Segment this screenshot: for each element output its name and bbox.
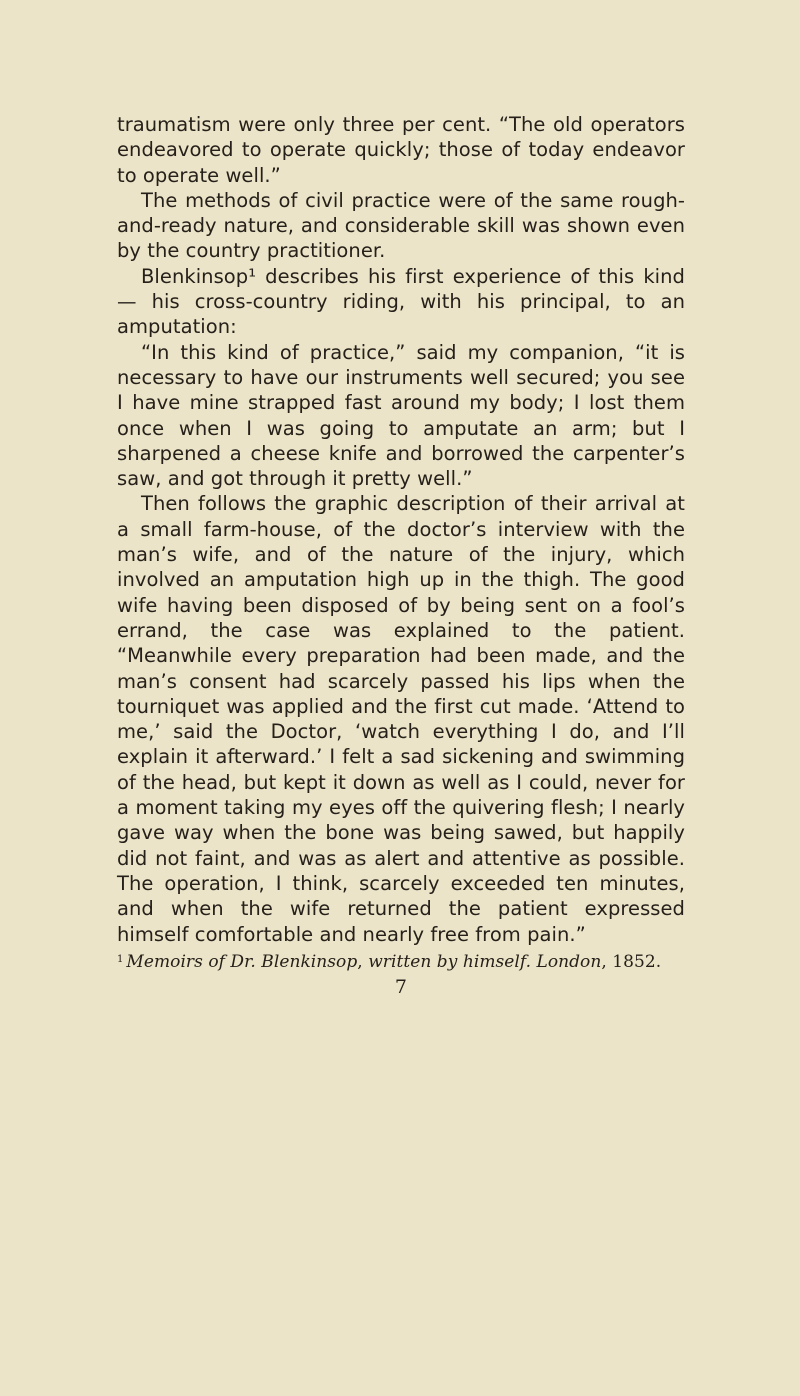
paragraph-5: Then follows the graphic description of their arrival at a small farm-house, of the doctor’s interview with the man’s wife, and of the nature of the injury, which involved an amputation high up in the thigh. The good wife having been disposed of by being sent on a fool’s errand, the case was explained to the patient. “Meanwhile every preparation had been made, and the man’s consent had scarcely passed his lips when the tourniquet was applied and the first cut made. ‘Attend to me,’ said the Doctor, ‘watch everything I do, and I’ll explain it afterward.’ I felt a sad sickening and swimming of the head, but kept it down as well as I could, never for a moment taking my eyes off the quivering flesh; I nearly gave way when the bone was being sawed, but happily did not faint, and was as alert and attentive as possible. The operation, I think, scarcely exceeded ten minutes, and when the wife returned the patient expressed himself comfortable and nearly free from pain.”: [117, 492, 685, 946]
footnote-source: written by himself. London: [368, 951, 602, 972]
paragraph-4-quotation: “In this kind of practice,” said my companion, “it is necessary to have our instruments well secured; you see I have mine strapped fast around my body; I lost them once when I was going to amputate an arm; but I sharpened a cheese knife and borrowed the carpenter’s saw, and got through it pretty well.”: [117, 340, 685, 491]
page-body: [117, 112, 685, 999]
footnote: $^1$ Memoirs of Dr. Blenkinsop, written by himself. London, 1852.: [117, 951, 662, 972]
page-number: 7: [394, 975, 408, 998]
paragraph-3: Blenkinsop¹ describes his first experience of this kind — his cross-country riding, with his principal, to an amputation:: [117, 264, 685, 339]
paragraph-1: traumatism were only three per cent. “The old operators endeavored to operate quickly; those of today endeavor to operate well.”: [117, 113, 685, 187]
footnote-year: 1852.: [612, 951, 662, 972]
paragraph-2: The methods of civil practice were of the same rough-and-ready nature, and considerable skill was shown even by the country practitioner.: [117, 188, 685, 263]
footnote-marker: 1: [117, 953, 124, 965]
footnote-book-title: Memoirs of Dr. Blenkinsop: [126, 951, 358, 972]
